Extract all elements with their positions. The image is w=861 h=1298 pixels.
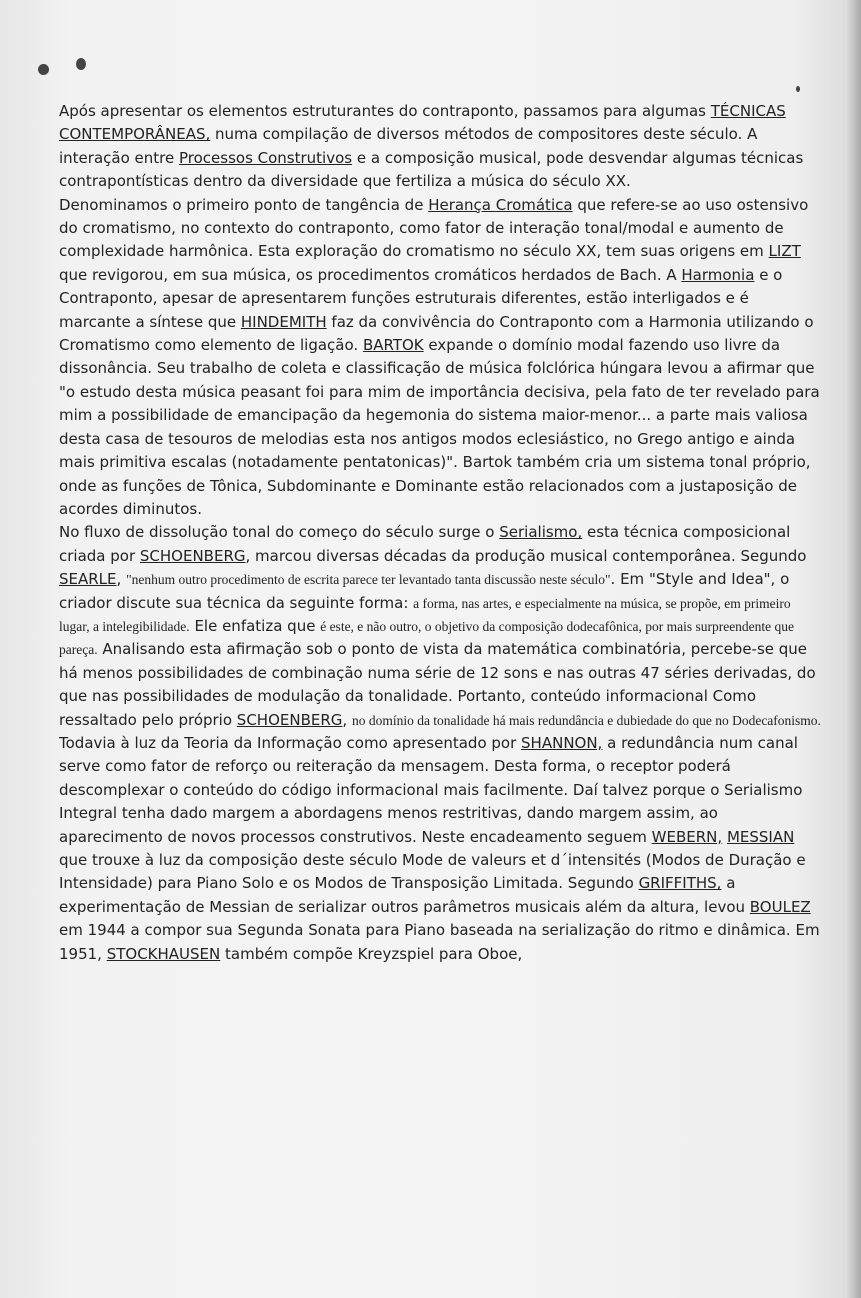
underlined-term: BOULEZ: [749, 897, 811, 916]
ink-speck: [76, 58, 86, 70]
underlined-term: TÉCNICAS CONTEMPORÂNEAS,: [59, 102, 786, 144]
quoted-text: "nenhum outro procedimento de escrita parece ter levantado tanta discussão neste século": [126, 572, 611, 588]
underlined-term: HINDEMITH: [240, 312, 327, 331]
underlined-term: STOCKHAUSEN: [106, 944, 221, 963]
text-run: numa compilação de diversos métodos de compositores deste século. A interação entre: [59, 125, 758, 167]
text-run: Analisando esta afirmação sob o ponto de vista da matemática combinatória, percebe-se que há menos possibilidades de combinação numa série de 12 sons e nas outras 47 séries derivadas, do que nas possibilidades de modulação da tonalidade. Portanto, conteúdo informacional Como ressaltado pelo próprio: [59, 640, 816, 729]
text-run: que revigorou, em sua música, os procedimentos cromáticos herdados de Bach. A: [59, 265, 682, 284]
underlined-term: GRIFFITHS,: [638, 874, 722, 893]
text-run: . Em "Style and Idea", o criador discute sua técnica da seguinte forma:: [59, 570, 790, 612]
underlined-term: Processos Construtivos: [178, 148, 353, 167]
quoted-text: a forma, nas artes, e especialmente na música, se propõe, em primeiro lugar, a intelegibilidade.: [59, 595, 791, 634]
text-run: ,: [342, 710, 352, 729]
quoted-text: no domínio da tonalidade há mais redundância e dubiedade do que no Dodecafonismo.: [351, 712, 821, 728]
text-run: que refere-se ao uso ostensivo do cromatismo, no contexto do contraponto, como fator de interação tonal/modal e aumento de complexidade harmônica. Esta exploração do cromatismo no século XX, tem suas origens em: [59, 195, 809, 261]
underlined-term: LIZT: [768, 242, 801, 261]
underlined-term: Harmonia: [681, 265, 755, 284]
underlined-term: SCHOENBERG: [139, 546, 246, 565]
underlined-term: Herança Cromática: [428, 195, 573, 214]
quoted-text: é este, e não outro, o objetivo da composição dodecafônica, por mais surpreendente que pareça.: [59, 618, 795, 658]
text-run: Após apresentar os elementos estruturantes do contraponto, passamos para algumas: [59, 102, 711, 120]
underlined-term: SCHOENBERG: [236, 710, 343, 729]
underlined-term: Serialismo,: [499, 523, 583, 542]
text-run: Todavia à luz da Teoria da Informação como apresentado por: [59, 733, 522, 752]
paragraph: [59, 100, 821, 194]
text-run: ,: [116, 570, 127, 589]
text-run: Ele enfatiza que: [189, 616, 321, 635]
underlined-term: BARTOK: [362, 336, 424, 355]
text-run: em 1944 a compor sua Segunda Sonata para Piano baseada na serialização do ritmo e dinâmica. Em 1951,: [59, 921, 820, 963]
text-run: Denominamos o primeiro ponto de tangência de: [59, 195, 429, 214]
text-run: e o Contraponto, apesar de apresentarem funções estruturais diferentes, estão interligados e é marcante a síntese que: [59, 265, 783, 331]
ink-speck: [796, 86, 800, 92]
text-run: a experimentação de Messian de serializar outros parâmetros musicais além da altura, levou: [59, 874, 750, 916]
text-run: , marcou diversas décadas da produção musical contemporânea. Segundo: [245, 546, 807, 565]
page-edge: [847, 0, 861, 1298]
text-run: No fluxo de dissolução tonal do começo do século surge o: [59, 523, 500, 542]
text-run: também compõe Kreyzspiel para Oboe,: [220, 944, 523, 963]
text-run: a redundância num canal serve como fator de reforço ou reiteração da mensagem. Desta forma, o receptor poderá descomplexar o conteúdo do código informacional mais facilmente. Daí talvez porque o Serialismo Integral tenha dado margem a abordagens menos restritivas, dando margem assim, ao aparecimento de novos processos construtivos. Neste encadeamento seguem: [59, 733, 803, 846]
text-run: esta técnica composicional criada por: [59, 523, 791, 565]
paragraph: [59, 194, 821, 522]
underlined-term: SHANNON,: [521, 733, 603, 752]
text-run: e a composição musical, pode desvendar algumas técnicas contrapontísticas dentro da diversidade que fertiliza a música do século XX.: [59, 148, 804, 191]
underlined-term: SEARLE: [59, 570, 117, 589]
ink-speck: [38, 64, 49, 75]
text-run: que trouxe à luz da composição deste século Mode de valeurs et d´intensités (Modos de Duração e Intensidade) para Piano Solo e os Modos de Transposição Limitada. Segundo: [59, 851, 806, 893]
underlined-term: MESSIAN: [726, 827, 795, 846]
document-body: [59, 100, 821, 966]
text-run: faz da convivência do Contraponto com a Harmonia utilizando o Cromatismo como elemento de ligação.: [59, 312, 814, 355]
paragraph: [59, 521, 821, 966]
text-run: expande o domínio modal fazendo uso livre da dissonância. Seu trabalho de coleta e classificação de música folclórica húngara levou a afirmar que "o estudo desta música peasant foi para mim de importância decisiva, pela fato de ter revelado para mim a possibilidade de emancipação da hegemonia do sistema maior-menor... a parte mais valiosa desta casa de tesouros de melodias esta nos antigos modos eclesiástico, no Grego antigo e ainda mais primitiva escalas (notadamente pentatonicas)". Bartok também cria um sistema tonal próprio, onde as funções de Tônica, Subdominante e Dominante estão relacionados com a justaposição de acordes diminutos.: [59, 336, 820, 518]
underlined-term: WEBERN,: [651, 827, 723, 846]
